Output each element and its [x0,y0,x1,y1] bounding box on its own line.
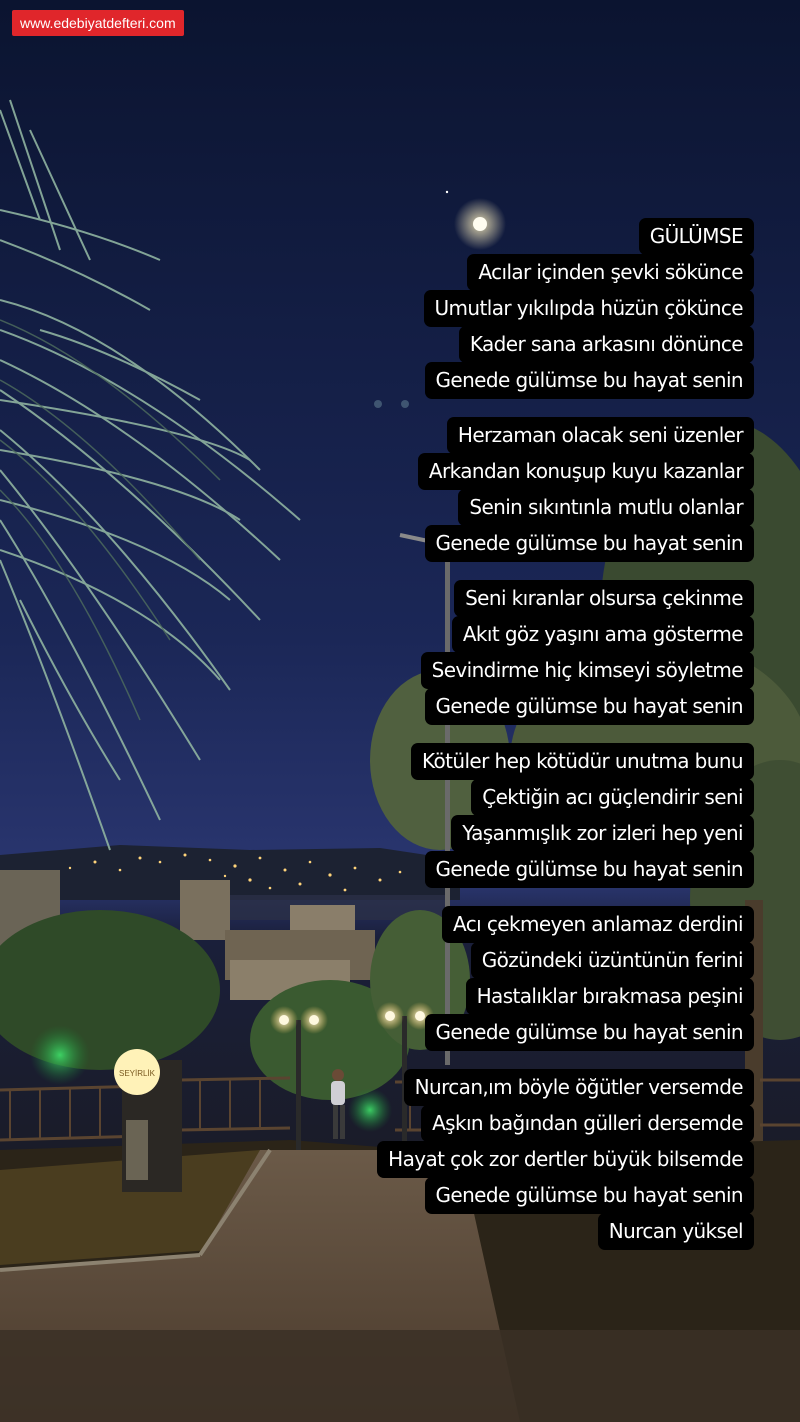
poem-line: Seni kıranlar olsursa çekinme [454,580,754,617]
seyirlik-sign [114,1049,182,1192]
poem-line: Acılar içinden şevki sökünce [467,254,754,291]
poem-line: Genede gülümse bu hayat senin [425,851,755,888]
poem-line: Genede gülümse bu hayat senin [425,688,755,725]
stanza [418,417,754,562]
poem-line: Acı çekmeyen anlamaz derdini [442,906,754,943]
stanza [411,743,754,888]
poem-title: GÜLÜMSE [639,218,754,255]
poem-line: Çektiğin acı güçlendirir seni [471,779,754,816]
stanza [421,580,754,725]
poem-line: Sevindirme hiç kimseyi söyletme [421,652,754,689]
poem-line: Gözündeki üzüntünün ferini [471,942,754,979]
poem-line: Hastalıklar bırakmasa peşini [466,978,754,1015]
poem-line: Genede gülümse bu hayat senin [425,525,755,562]
poem-line: Herzaman olacak seni üzenler [447,417,754,454]
poem-line: Yaşanmışlık zor izleri hep yeni [451,815,754,852]
stanza [377,1069,754,1250]
stanza [425,906,755,1051]
poem-line: Kader sana arkasını dönünce [459,326,754,363]
sign-label: SEYİRLİK [118,1069,156,1078]
poem-line: Genede gülümse bu hayat senin [425,362,755,399]
poem-line: Genede gülümse bu hayat senin [425,1177,755,1214]
poem-line: Aşkın bağından gülleri dersemde [421,1105,754,1142]
poem-line: Senin sıkıntınla mutlu olanlar [458,489,754,526]
poem-line: Umutlar yıkılıpda hüzün çökünce [424,290,755,327]
poem-line: Akıt göz yaşını ama gösterme [452,616,754,653]
poem-author: Nurcan yüksel [598,1213,754,1250]
stanza [424,218,755,399]
poem-line: Genede gülümse bu hayat senin [425,1014,755,1051]
poem-overlay [388,218,754,1268]
poem-line: Hayat çok zor dertler büyük bilsemde [377,1141,754,1178]
poem-line: Nurcan,ım böyle öğütler versemde [404,1069,754,1106]
site-watermark[interactable]: www.edebiyatdefteri.com [12,10,184,36]
poem-line: Kötüler hep kötüdür unutma bunu [411,743,754,780]
poem-line: Arkandan konuşup kuyu kazanlar [418,453,754,490]
